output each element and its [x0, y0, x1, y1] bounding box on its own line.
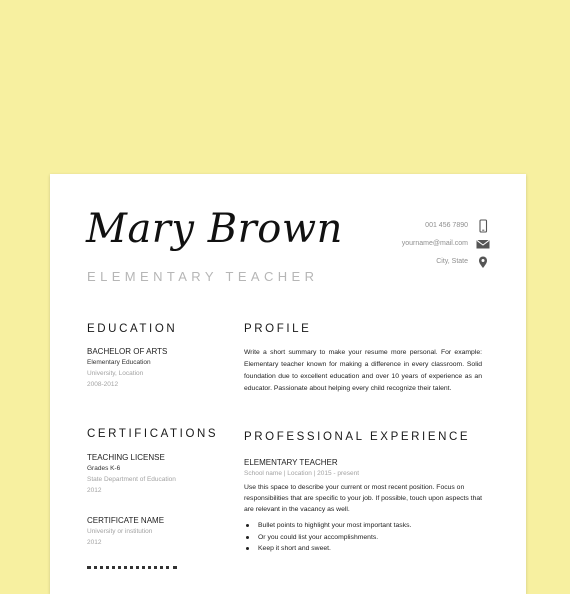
envelope-icon [476, 237, 490, 251]
certification-detail: Grades K-6 [87, 465, 121, 472]
certification-title: TEACHING LICENSE [87, 453, 165, 462]
profile-heading: PROFILE [244, 323, 312, 335]
resume-job-title: ELEMENTARY TEACHER [87, 269, 319, 284]
education-school: University, Location [87, 370, 144, 377]
list-item: Or you could list your accomplishments. [244, 532, 411, 544]
education-heading: EDUCATION [87, 323, 178, 335]
experience-job-title: ELEMENTARY TEACHER [244, 458, 338, 467]
phone-number: 001 456 7890 [425, 222, 468, 229]
experience-bullets [244, 520, 411, 555]
location-text: City, State [436, 258, 468, 265]
certification-issuer: State Department of Education [87, 476, 176, 483]
experience-description: Use this space to describe your current or most recent position. Focus on responsibilities that are specific to your job. If possible, touch upon aspects that are relevant in the vacancy as well. [244, 484, 483, 513]
resume-name: Mary Brown [86, 206, 343, 252]
contact-phone [330, 219, 490, 235]
certification-year: 2012 [87, 539, 102, 546]
education-major: Elementary Education [87, 359, 151, 366]
certification-year: 2012 [87, 487, 102, 494]
certification-issuer: University or institution [87, 528, 153, 535]
experience-meta: School name | Location | 2015 - present [244, 470, 360, 477]
list-item: Keep it short and sweet. [244, 543, 411, 555]
profile-summary: Write a short summary to make your resume more personal. For example: Elementary teacher known for making a difference in every classroom. Solid foundation due to excellent education and over 10 years of experience as an educator. Passionate about helping every child recognize their talent. [244, 349, 482, 392]
education-degree: BACHELOR OF ARTS [87, 347, 168, 356]
contact-email [330, 237, 490, 253]
certification-title: CERTIFICATE NAME [87, 516, 165, 525]
certifications-heading: CERTIFICATIONS [87, 428, 219, 440]
email-address: yourname@mail.com [401, 240, 468, 247]
resume-page [50, 174, 526, 594]
phone-icon [476, 219, 490, 233]
list-item: Bullet points to highlight your most important tasks. [244, 520, 411, 532]
experience-heading: PROFESSIONAL EXPERIENCE [244, 431, 471, 443]
location-pin-icon [476, 255, 490, 269]
contact-location [330, 255, 490, 271]
education-years: 2008-2012 [87, 381, 119, 388]
